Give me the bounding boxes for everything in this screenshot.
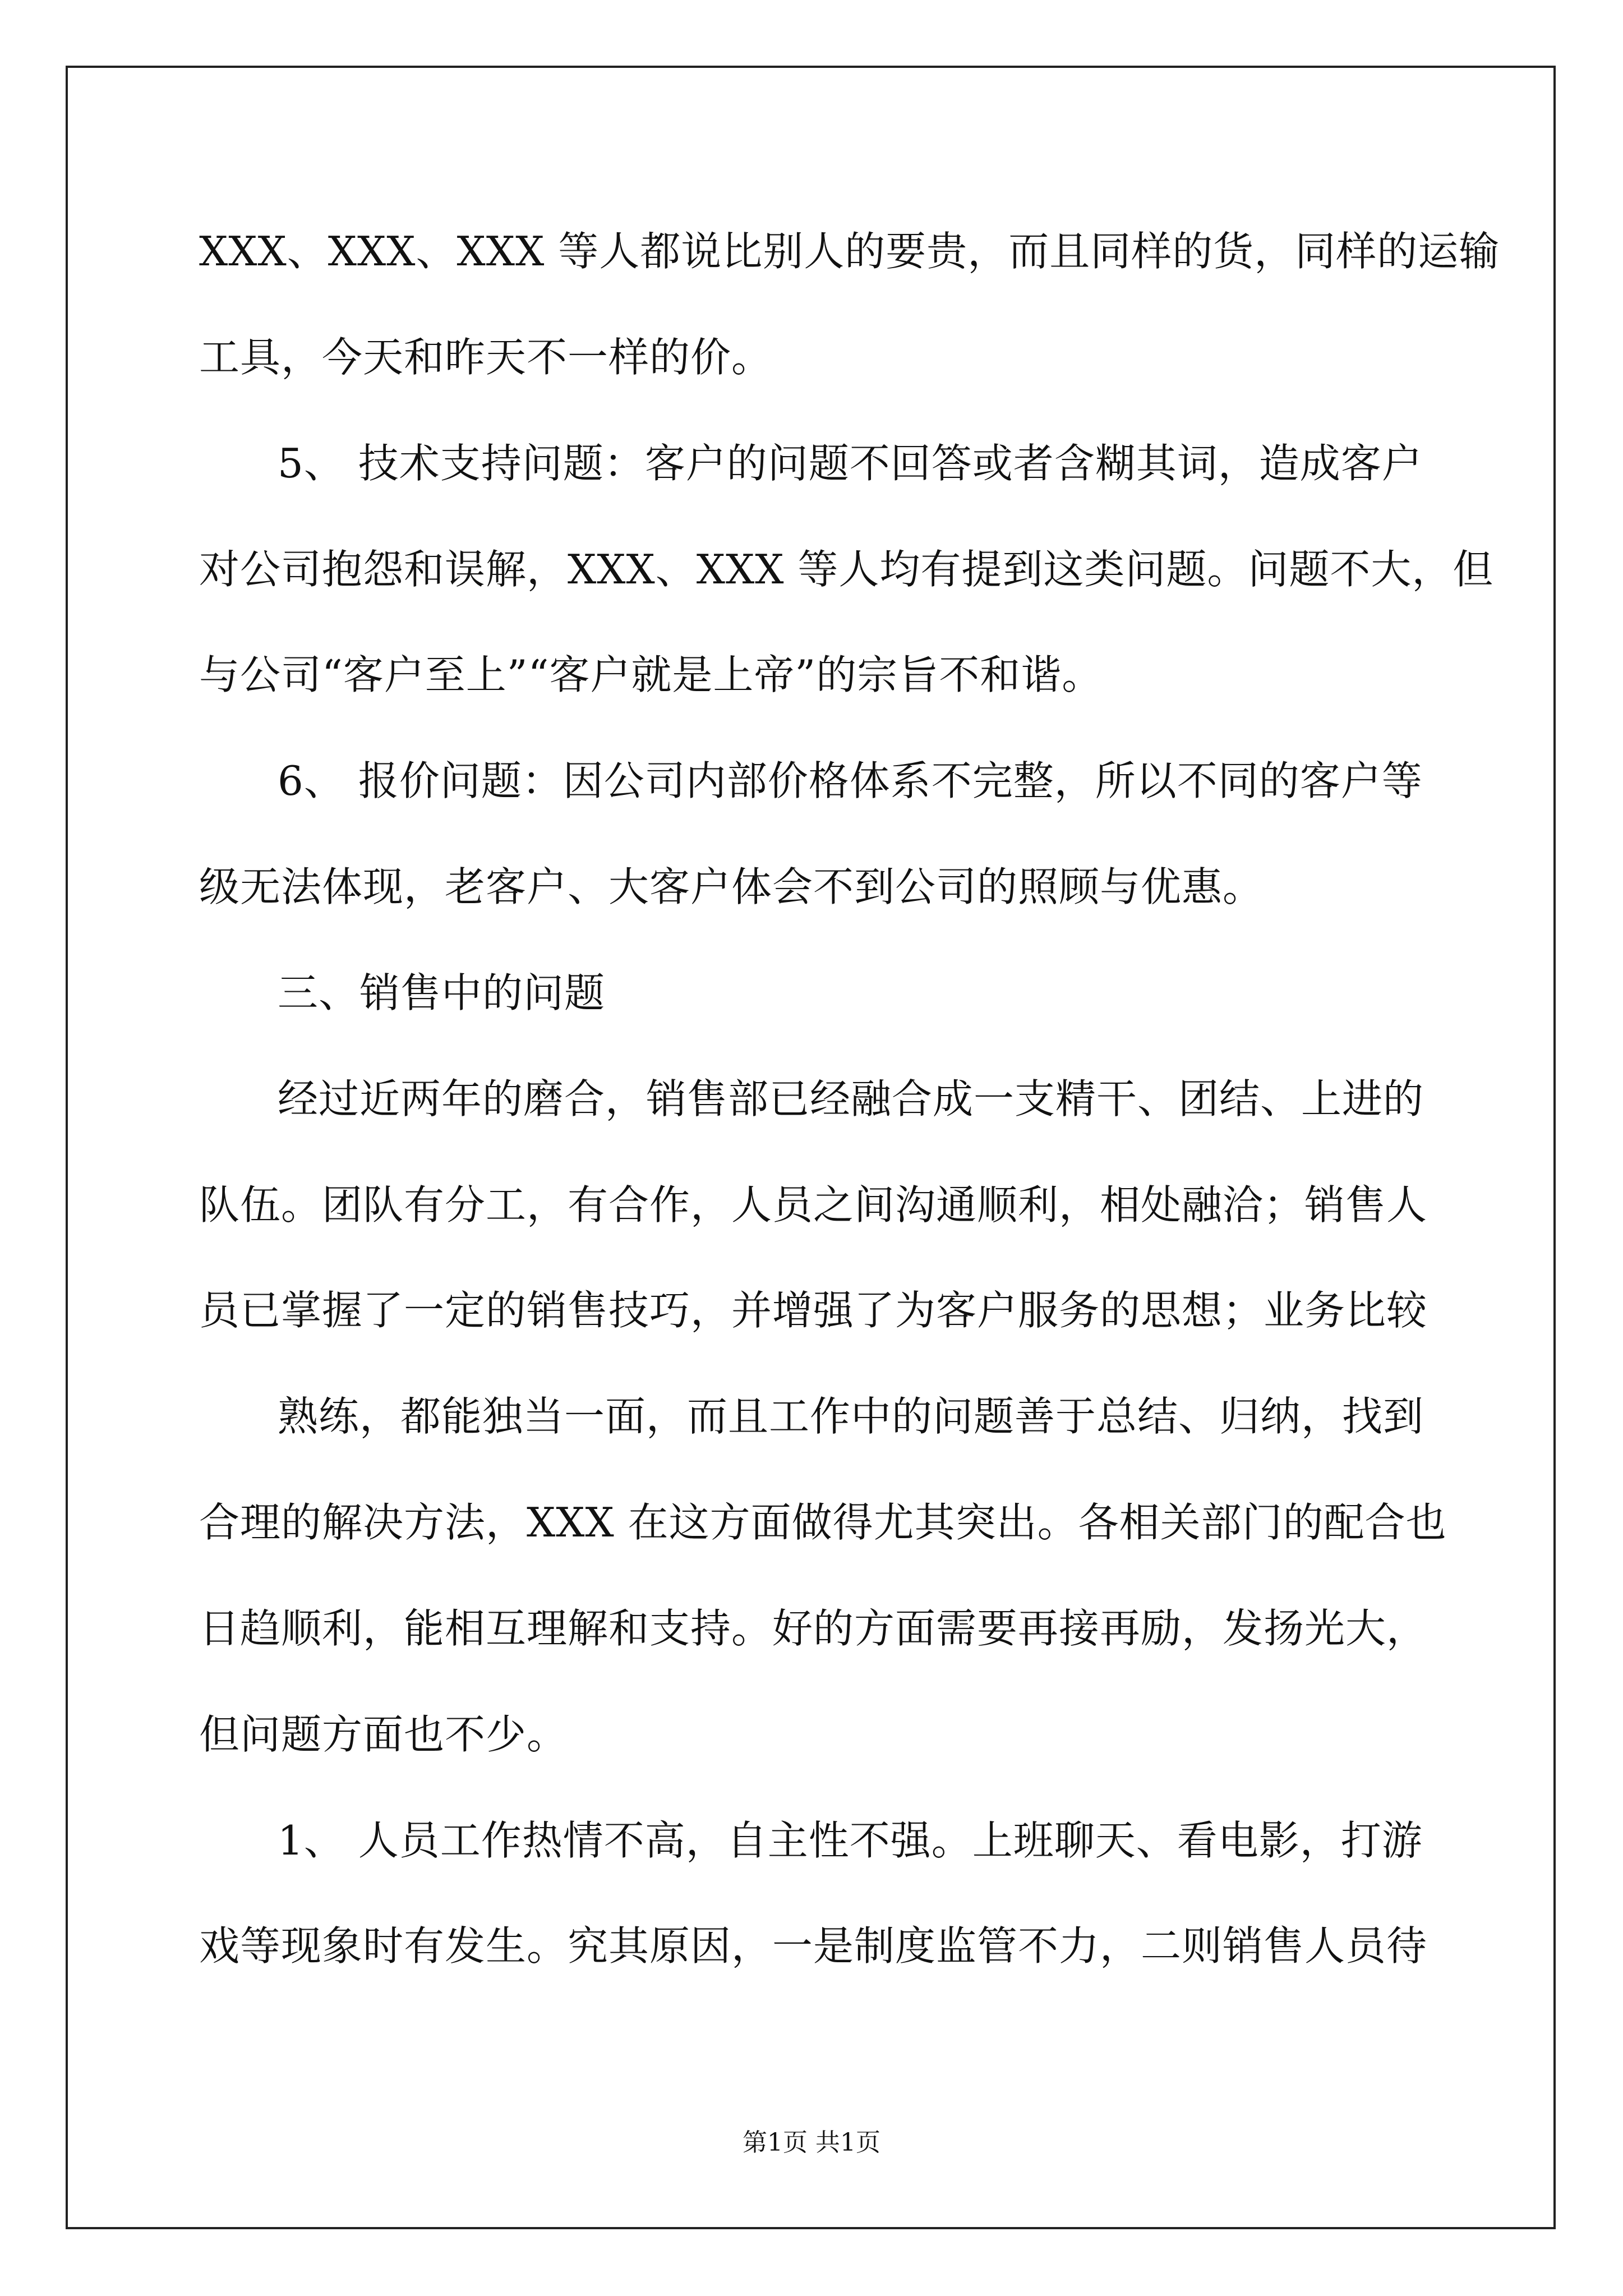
text-line-4: 对公司抱怨和误解，XXX、XXX 等人均有提到这类问题。问题不大，但 (199, 546, 1494, 593)
text-line-10: 队伍。团队有分工，有合作，人员之间沟通顺利，相处融洽；销售人 (199, 1181, 1428, 1228)
text-line-7: 级无法体现，老客户、大客户体会不到公司的照顾与优惠。 (199, 863, 1264, 910)
text-line-3: 5、 技术支持问题：客户的问题不回答或者含糊其词，造成客户 (278, 440, 1423, 487)
text-line-5: 与公司“客户至上”“客户就是上帝”的宗旨不和谐。 (199, 651, 1103, 698)
text-line-13: 合理的解决方法，XXX 在这方面做得尤其突出。各相关部门的配合也 (199, 1499, 1447, 1546)
page-number-footer: 第1页 共1页 (743, 2128, 880, 2157)
text-line-2: 工具，今天和昨天不一样的价。 (199, 334, 773, 381)
section-heading: 三、销售中的问题 (278, 969, 606, 1016)
text-line-14: 日趋顺利，能相互理解和支持。好的方面需要再接再励，发扬光大， (199, 1605, 1428, 1652)
text-line-15: 但问题方面也不少。 (199, 1711, 568, 1758)
text-line-1: XXX、XXX、XXX 等人都说比别人的要贵，而且同样的货，同样的运输 (199, 228, 1500, 275)
text-line-9: 经过近两年的磨合，销售部已经融合成一支精干、团结、上进的 (278, 1075, 1424, 1122)
text-line-17: 戏等现象时有发生。究其原因，一是制度监管不力，二则销售人员待 (199, 1922, 1428, 1970)
text-line-11: 员已掌握了一定的销售技巧，并增强了为客户服务的思想；业务比较 (199, 1287, 1428, 1334)
page-border (66, 66, 1556, 2229)
text-line-12: 熟练，都能独当一面，而且工作中的问题善于总结、归纳，找到 (278, 1393, 1424, 1440)
text-line-16: 1、 人员工作热情不高，自主性不强。上班聊天、看电影，打游 (278, 1817, 1423, 1864)
text-line-6: 6、 报价问题：因公司内部价格体系不完整，所以不同的客户等 (278, 757, 1423, 804)
